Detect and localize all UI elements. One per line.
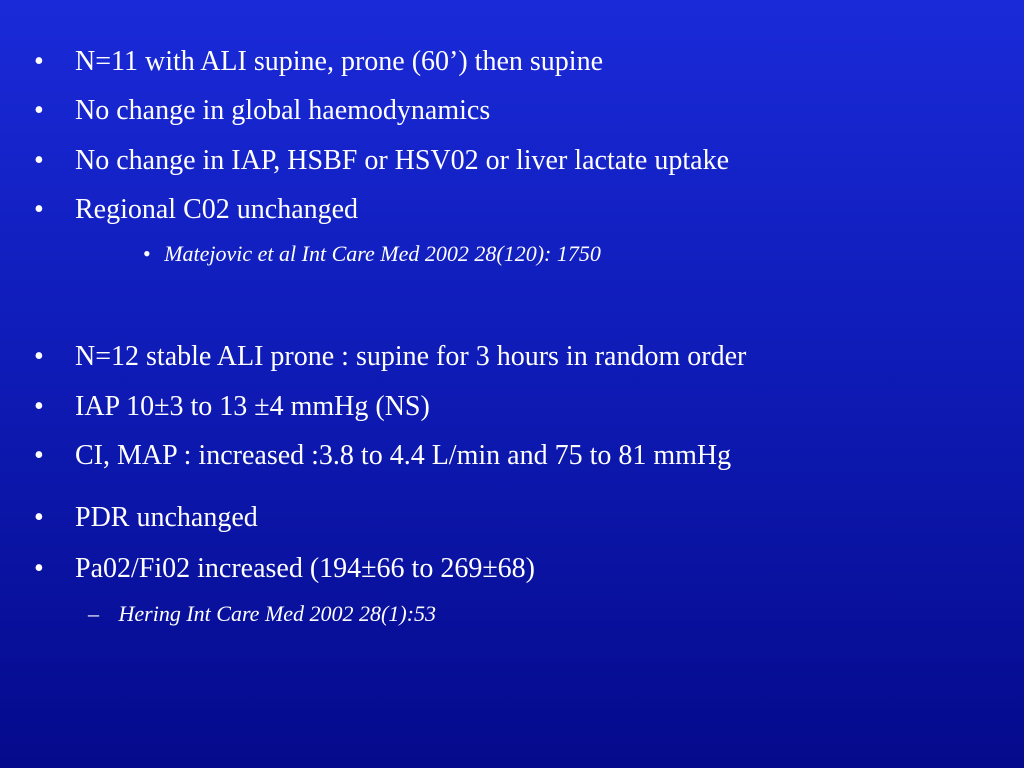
citation-text: Matejovic et al Int Care Med 2002 28(120): 1750 xyxy=(164,241,601,266)
bullet-symbol: • xyxy=(34,46,44,77)
bullet-text: Regional C02 unchanged xyxy=(75,194,359,225)
dash-symbol: – xyxy=(88,601,99,626)
bullet-symbol: • xyxy=(34,95,44,126)
bullet-symbol: • xyxy=(34,502,44,533)
citation-item xyxy=(88,603,436,625)
bullet-symbol: • xyxy=(34,194,44,225)
bullet-text: No change in global haemodynamics xyxy=(75,95,491,126)
bullet-symbol: • xyxy=(34,341,44,372)
citation-text: Hering Int Care Med 2002 28(1):53 xyxy=(118,601,437,626)
bullet-text: N=12 stable ALI prone : supine for 3 hours in random order xyxy=(75,341,747,372)
bullet-text: N=11 with ALI supine, prone (60’) then supine xyxy=(75,46,603,77)
bullet-text: IAP 10±3 to 13 ±4 mmHg (NS) xyxy=(75,391,430,422)
citation-item xyxy=(143,243,601,265)
bullet-text: CI, MAP : increased :3.8 to 4.4 L/min and 75 to 81 mmHg xyxy=(75,440,732,471)
bullet-symbol: • xyxy=(34,440,44,471)
bullet-symbol: • xyxy=(143,241,151,266)
bullet-symbol: • xyxy=(34,145,44,176)
bullet-text: Pa02/Fi02 increased (194±66 to 269±68) xyxy=(75,553,536,584)
bullet-symbol: • xyxy=(34,391,44,422)
bullet-symbol: • xyxy=(34,553,44,584)
bullet-text: PDR unchanged xyxy=(75,502,258,533)
bullet-text: No change in IAP, HSBF or HSV02 or liver lactate uptake xyxy=(75,145,729,176)
